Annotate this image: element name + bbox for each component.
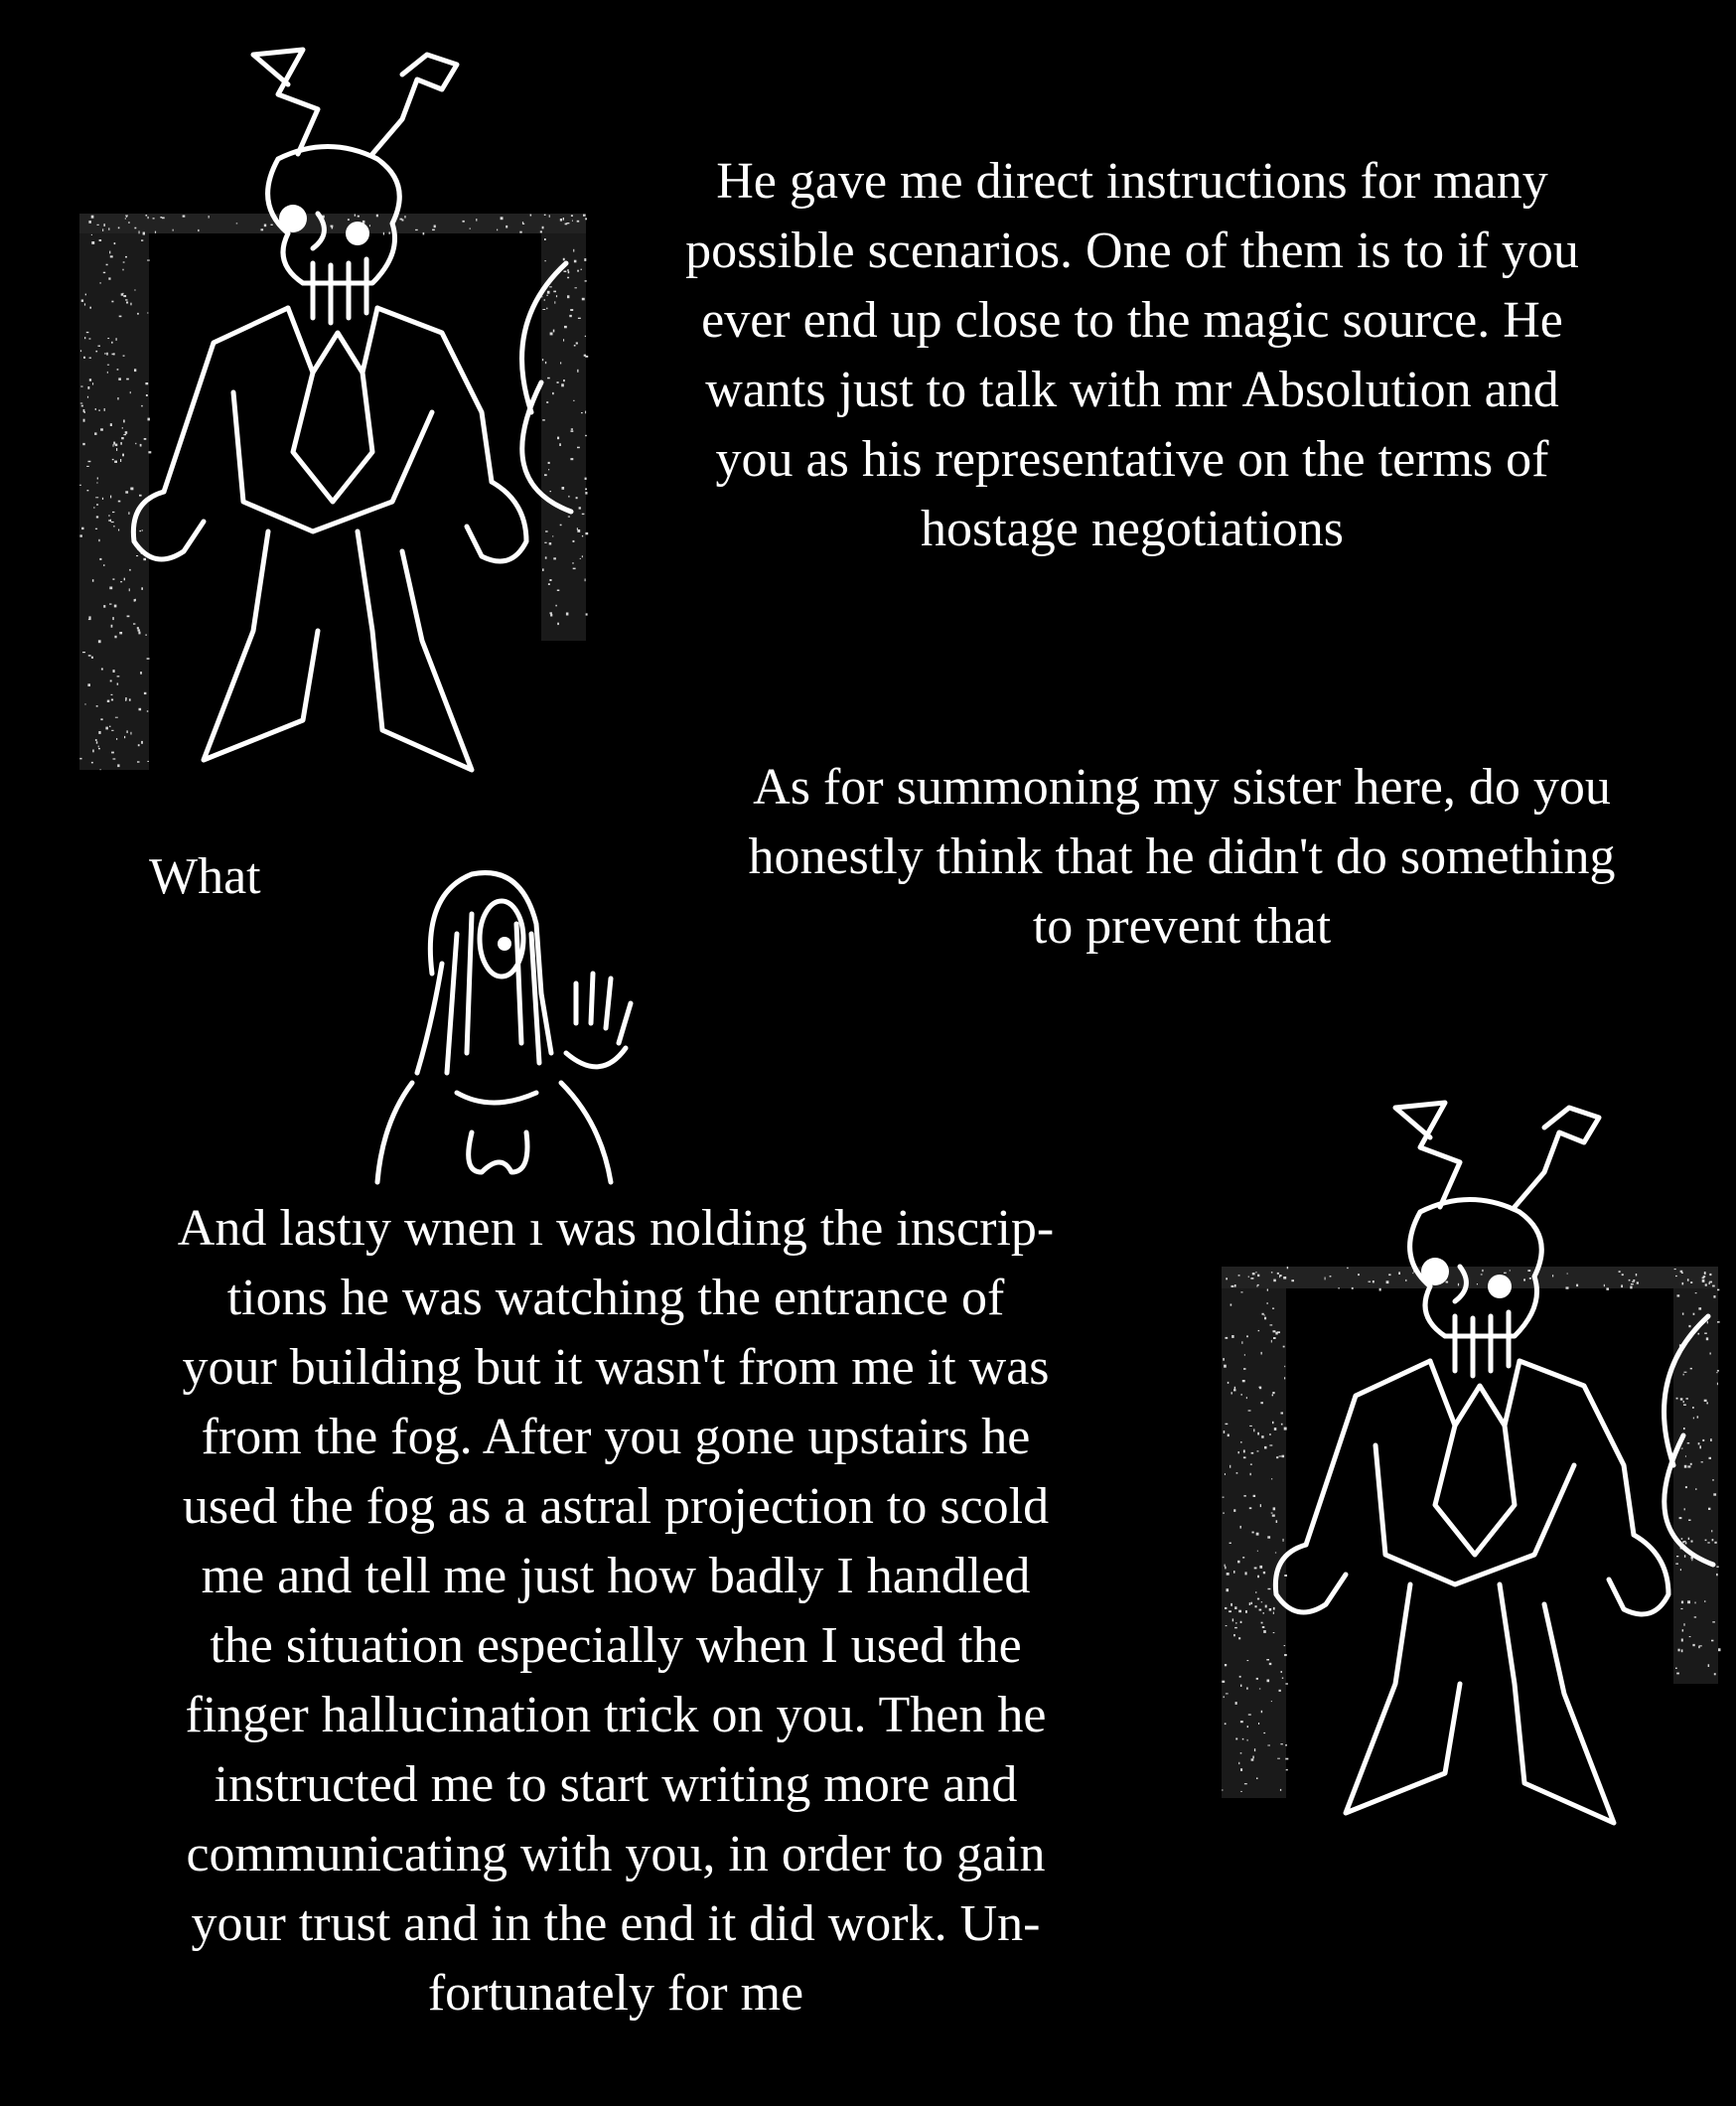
demon-figure-top-illustration [74,35,591,790]
girl-figure-illustration [362,854,660,1192]
demon-body-lines [1275,1103,1713,1823]
dialogue-text-what: What [149,848,261,905]
dialogue-text-bottom: And lastıy wnen ı was nolding the inscrip- tions he was watching the entrance of your building but it wasn't from me it was from the fog. After you gone upstairs he used the fog as a astral projection to scold me and tell me just how badly I handled the situation especially when I used the finger hallucination trick on you. Then he instructed me to start writing more and communicating with you, in order to gain your trust and in the end it did work. Un- fortunately for me [177,1200,1055,2022]
dialogue-text-top: He gave me direct instructions for many possible scenarios. One of them is to if you ever end up close to the magic source. He wants just to talk with mr Absolution and you as his representative on the terms of hostage negotiations [685,153,1579,557]
demon-figure-bottom-illustration [1217,1088,1723,1843]
static-texture-background [79,214,588,770]
dialogue-text-middle: As for summoning my sister here, do you honestly think that he didn't do something to prevent that [748,759,1616,955]
girl-body-lines [377,873,631,1182]
demon-body-lines [133,50,571,770]
